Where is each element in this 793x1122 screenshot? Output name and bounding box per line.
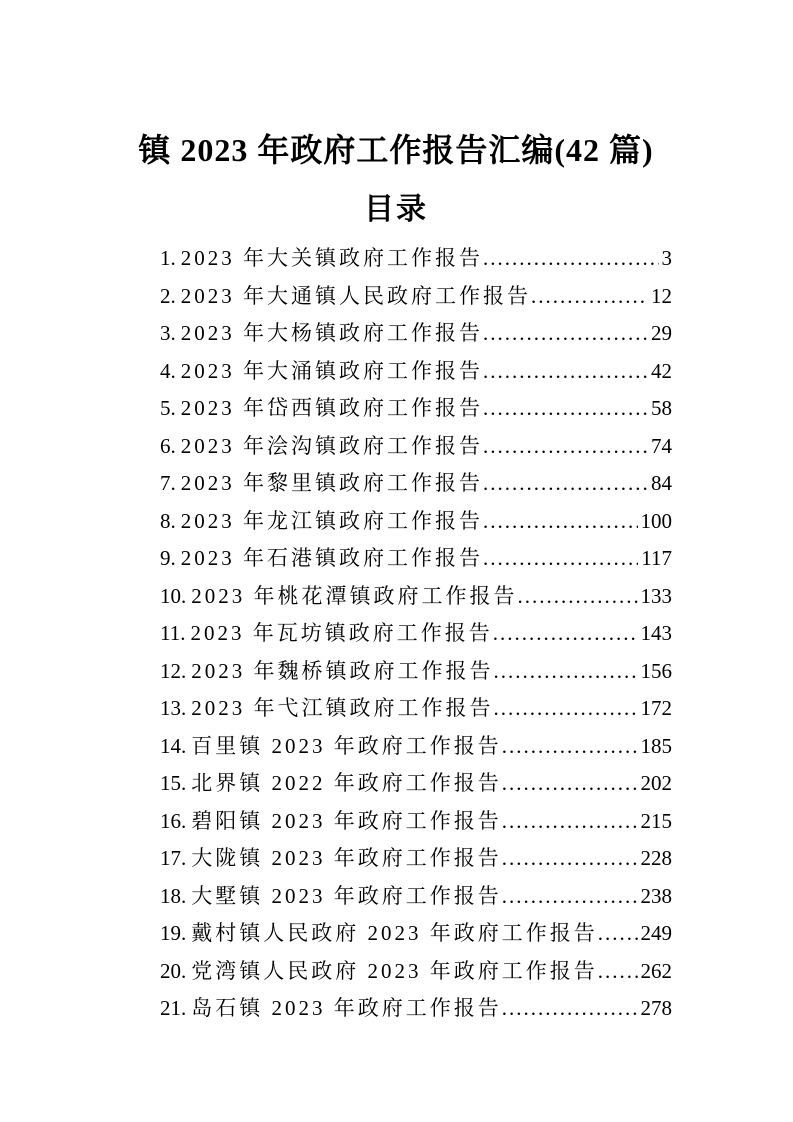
toc-page-number: 228 <box>640 846 672 870</box>
toc-entry-number: 17. <box>160 846 187 870</box>
toc-entry[interactable] <box>160 840 672 878</box>
toc-leader-dots <box>502 878 638 916</box>
toc-entry-title: 2023 年大通镇人民政府工作报告 <box>180 283 531 308</box>
toc-entry[interactable] <box>160 540 672 578</box>
toc-page-number: 202 <box>640 771 672 795</box>
toc-entry[interactable] <box>160 915 672 953</box>
toc-leader-dots <box>494 690 638 728</box>
toc-entry-number: 16. <box>160 808 187 833</box>
toc-page-number: 42 <box>651 358 672 383</box>
toc-entry-title: 2023 年瓦坊镇政府工作报告 <box>190 621 493 645</box>
toc-entry-number: 10. <box>160 583 187 608</box>
toc-entry[interactable] <box>160 953 672 991</box>
toc-entry[interactable] <box>160 315 672 353</box>
toc-entry-number: 18. <box>160 883 187 908</box>
toc-leader-dots <box>483 540 638 578</box>
toc-page-number: 84 <box>651 471 672 495</box>
toc-entry[interactable] <box>160 803 672 841</box>
toc-entry[interactable] <box>160 990 672 1028</box>
toc-page-number: 262 <box>640 958 672 983</box>
toc-entry[interactable] <box>160 728 672 766</box>
toc-entry[interactable] <box>160 503 672 541</box>
toc-entry-title: 2023 年龙江镇政府工作报告 <box>180 508 483 533</box>
toc-entry-title: 2023 年大关镇政府工作报告 <box>180 246 483 270</box>
toc-entry-number: 1. <box>160 246 176 270</box>
toc-entry[interactable] <box>160 578 672 616</box>
toc-entry[interactable] <box>160 353 672 391</box>
toc-leader-dots <box>493 615 638 653</box>
toc-entry[interactable] <box>160 390 672 428</box>
toc-entry-title: 北界镇 2022 年政府工作报告 <box>191 771 502 795</box>
toc-leader-dots <box>502 803 638 841</box>
toc-entry-number: 2. <box>160 283 176 308</box>
toc-entry-number: 21. <box>160 996 187 1020</box>
toc-leader-dots <box>598 915 638 953</box>
toc-entry-number: 8. <box>160 508 176 533</box>
toc-heading: 目录 <box>364 193 428 226</box>
toc-entry-title: 2023 年桃花潭镇政府工作报告 <box>191 583 518 608</box>
toc-entry[interactable] <box>160 878 672 916</box>
toc-page-number: 143 <box>640 621 672 645</box>
toc-leader-dots <box>483 503 638 541</box>
document-title: 镇 2023 年政府工作报告汇编(42 篇) <box>138 132 654 168</box>
toc-entry-number: 13. <box>160 696 187 720</box>
toc-page-number: 58 <box>651 396 672 420</box>
toc-leader-dots <box>483 465 648 503</box>
toc-entry-title: 2023 年大涌镇政府工作报告 <box>180 358 483 383</box>
toc-page-number: 74 <box>651 433 672 458</box>
toc-entry[interactable] <box>160 615 672 653</box>
toc-leader-dots <box>502 765 638 803</box>
toc-entry[interactable] <box>160 465 672 503</box>
toc-entry-number: 19. <box>160 921 187 945</box>
toc-page-number: 278 <box>640 996 672 1020</box>
toc-entry-number: 6. <box>160 433 176 458</box>
toc-entry-number: 15. <box>160 771 187 795</box>
toc-entry-number: 7. <box>160 471 176 495</box>
toc-entry-number: 5. <box>160 396 176 420</box>
toc-list <box>160 240 672 1028</box>
toc-page-number: 249 <box>640 921 672 945</box>
toc-page-number: 238 <box>640 883 672 908</box>
toc-entry-number: 11. <box>160 621 186 645</box>
toc-entry-title: 百里镇 2023 年政府工作报告 <box>191 733 502 758</box>
toc-leader-dots <box>598 953 638 991</box>
toc-leader-dots <box>518 578 638 616</box>
toc-entry-number: 3. <box>160 321 176 345</box>
toc-entry-title: 岛石镇 2023 年政府工作报告 <box>191 996 502 1020</box>
toc-entry-title: 2023 年黎里镇政府工作报告 <box>180 471 483 495</box>
toc-entry-number: 20. <box>160 958 187 983</box>
toc-entry-title: 2023 年岱西镇政府工作报告 <box>180 396 483 420</box>
toc-entry-title: 2023 年魏桥镇政府工作报告 <box>191 658 494 683</box>
toc-leader-dots <box>483 428 648 466</box>
toc-page-number: 12 <box>651 283 672 308</box>
toc-page-number: 172 <box>640 696 672 720</box>
toc-leader-dots <box>483 390 648 428</box>
toc-entry[interactable] <box>160 653 672 691</box>
toc-entry-number: 12. <box>160 658 187 683</box>
toc-page-number: 215 <box>640 808 672 833</box>
toc-leader-dots <box>502 990 638 1028</box>
toc-entry-title: 2023 年浍沟镇政府工作报告 <box>180 433 483 458</box>
toc-leader-dots <box>502 728 638 766</box>
toc-entry[interactable] <box>160 765 672 803</box>
toc-leader-dots <box>531 278 648 316</box>
toc-leader-dots <box>483 240 659 278</box>
toc-page-number: 117 <box>641 546 672 570</box>
toc-entry-number: 9. <box>160 546 176 570</box>
toc-entry-title: 2023 年弋江镇政府工作报告 <box>191 696 494 720</box>
toc-entry-title: 2023 年大杨镇政府工作报告 <box>180 321 483 345</box>
toc-entry-title: 党湾镇人民政府 2023 年政府工作报告 <box>191 958 598 983</box>
toc-entry[interactable] <box>160 240 672 278</box>
toc-page-number: 133 <box>640 583 672 608</box>
toc-leader-dots <box>483 353 648 391</box>
toc-leader-dots <box>502 840 638 878</box>
toc-page-number: 3 <box>661 246 672 270</box>
toc-entry-number: 14. <box>160 733 187 758</box>
toc-leader-dots <box>483 315 648 353</box>
toc-entry-title: 大墅镇 2023 年政府工作报告 <box>191 883 502 908</box>
toc-entry[interactable] <box>160 428 672 466</box>
toc-entry[interactable] <box>160 278 672 316</box>
toc-entry-title: 2023 年石港镇政府工作报告 <box>180 546 483 570</box>
toc-entry[interactable] <box>160 690 672 728</box>
toc-page-number: 29 <box>651 321 672 345</box>
toc-entry-title: 大陇镇 2023 年政府工作报告 <box>191 846 502 870</box>
toc-entry-number: 4. <box>160 358 176 383</box>
toc-page-number: 156 <box>640 658 672 683</box>
toc-page-number: 185 <box>640 733 672 758</box>
toc-leader-dots <box>494 653 638 691</box>
toc-entry-title: 碧阳镇 2023 年政府工作报告 <box>191 808 502 833</box>
toc-entry-title: 戴村镇人民政府 2023 年政府工作报告 <box>191 921 598 945</box>
toc-page-number: 100 <box>640 508 672 533</box>
